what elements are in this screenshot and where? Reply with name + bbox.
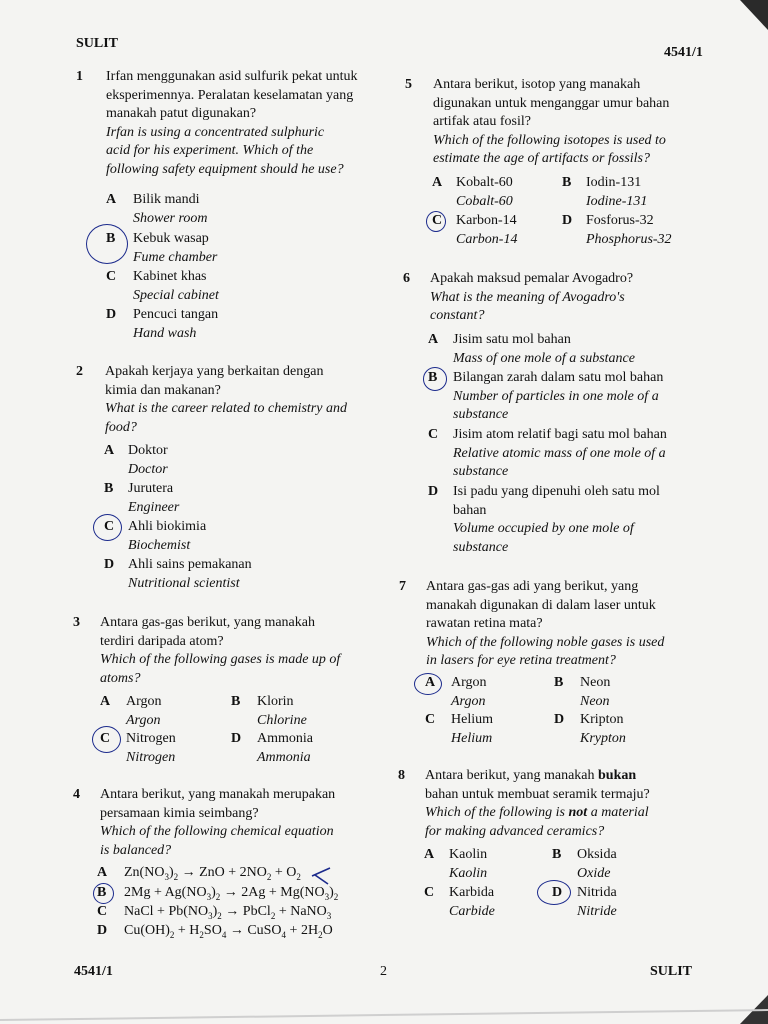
option-text: Neon — [580, 675, 611, 690]
option-letter: B — [104, 481, 114, 496]
option-letter: C — [428, 427, 439, 442]
option-text-en: Carbon-14 — [456, 231, 518, 247]
option-text: Ahli biokimia — [128, 519, 207, 534]
option-text: Kaolin — [449, 847, 488, 862]
page-number: 2 — [380, 964, 387, 979]
option-text-en: Engineer — [128, 499, 180, 515]
option-letter: C — [106, 269, 117, 284]
option-text-en: substance — [453, 407, 509, 423]
question-text-en: constant? — [430, 308, 485, 324]
option-text-en: Kaolin — [449, 865, 488, 881]
question-text-ms: Antara berikut, yang manakah merupakan — [100, 787, 336, 802]
footer-left: 4541/1 — [74, 964, 113, 979]
option-text-en: Ammonia — [257, 749, 311, 765]
question-text-ms: Antara gas-gas adi yang berikut, yang — [426, 579, 639, 594]
question-text-en: for making advanced ceramics? — [425, 823, 605, 839]
question-text-ms: bahan untuk membuat seramik termaju? — [425, 786, 650, 802]
option-letter: A — [106, 192, 117, 207]
option-letter: D — [104, 557, 115, 572]
question-text-ms: Apakah maksud pemalar Avogadro? — [430, 271, 634, 286]
option-text: Nitrogen — [126, 731, 176, 746]
question-text-ms: rawatan retina mata? — [426, 616, 543, 632]
question-text-en: Irfan is using a concentrated sulphuric — [106, 124, 325, 140]
option-text-en: Biochemist — [128, 537, 191, 553]
option-letter: C — [104, 519, 115, 534]
footer-right: SULIT — [650, 964, 693, 979]
question-text-en: Which of the following is — [425, 805, 569, 821]
answer-circle — [92, 726, 121, 753]
question-text-ms: Antara berikut, yang manakah — [425, 768, 598, 783]
option-letter: C — [425, 712, 436, 727]
option-letter: A — [104, 443, 115, 458]
question-text-ms: Irfan menggunakan asid sulfurik pekat untuk — [106, 69, 358, 84]
question-text-ms: eksperimennya. Peralatan keselamatan yang — [106, 87, 354, 103]
option-text-en: substance — [453, 464, 509, 480]
option-letter: D — [428, 484, 439, 499]
option-text: Argon — [126, 694, 162, 709]
question-emphasis: bukan — [598, 768, 637, 783]
option-equation: $Cu(OH)_2 + H_2SO_4$ → CuSO$_4$ + $2H_2O$ — [124, 923, 333, 940]
answer-circle — [93, 883, 114, 904]
option-text-en: Krypton — [580, 730, 626, 746]
question-text-en: What is the career related to chemistry and — [105, 401, 347, 417]
cross-mark — [310, 866, 332, 886]
option-text-en: Volume occupied by one mole of — [453, 521, 634, 537]
option-text-en: Cobalt-60 — [456, 193, 513, 209]
header-left: SULIT — [76, 36, 119, 51]
question-emphasis: not — [568, 805, 588, 821]
question-number: 8 — [398, 768, 405, 783]
answer-circle — [423, 367, 447, 391]
option-text: Kripton — [580, 712, 624, 727]
option-letter: D — [562, 213, 573, 228]
option-letter: B — [97, 885, 107, 900]
option-text: Isi padu yang dipenuhi oleh satu mol — [453, 484, 660, 499]
answer-circle — [93, 514, 122, 541]
question-text-ms: persamaan kimia seimbang? — [100, 805, 259, 821]
option-text-en: Phosphorus-32 — [586, 231, 672, 247]
option-text: Kobalt-60 — [456, 175, 513, 190]
question-number: 6 — [403, 271, 410, 286]
option-text: Bilangan zarah dalam satu mol bahan — [453, 370, 664, 385]
option-text-en: Carbide — [449, 903, 495, 919]
option-text: Karbon-14 — [456, 213, 517, 228]
option-text-en: Argon — [451, 693, 486, 709]
option-letter: D — [231, 731, 242, 746]
option-letter: B — [106, 231, 116, 246]
option-equation: NaCl + $Pb(NO_3)_2$ → PbCl$_2$ + NaNO$_3$ — [124, 904, 332, 921]
option-text: Argon — [451, 675, 487, 690]
answer-circle — [414, 673, 442, 695]
option-text: Klorin — [257, 694, 294, 709]
option-text-en: Doctor — [128, 461, 168, 477]
option-text: Pencuci tangan — [133, 307, 219, 322]
question-text-ms: manakah digunakan di dalam laser untuk — [426, 597, 656, 613]
option-text-en: Chlorine — [257, 712, 307, 728]
option-text: Jisim atom relatif bagi satu mol bahan — [453, 427, 667, 442]
question-text-en: What is the meaning of Avogadro's — [430, 289, 625, 305]
option-letter: B — [552, 847, 562, 862]
option-text: Nitrida — [577, 885, 617, 900]
option-letter: A — [428, 332, 439, 347]
question-text-en: Which of the following gases is made up of — [100, 652, 341, 668]
question-text-ms: Antara berikut, isotop yang manakah — [433, 77, 641, 92]
option-text-en: Number of particles in one mole of a — [453, 388, 659, 404]
option-text-en: Nitrogen — [126, 749, 176, 765]
option-letter: C — [432, 213, 443, 228]
question-text-ms: Apakah kerjaya yang berkaitan dengan — [105, 364, 324, 379]
option-equation: $Zn(NO_3)_2$ → ZnO + $2NO_2 + O_2$ — [124, 865, 301, 882]
option-letter: D — [554, 712, 565, 727]
question-text-en: in lasers for eye retina treatment? — [426, 653, 616, 669]
option-text-en: Helium — [451, 730, 493, 746]
question-text-ms: manakah patut digunakan? — [106, 106, 257, 122]
option-text-en: Hand wash — [133, 325, 197, 341]
answer-circle — [86, 224, 128, 264]
option-equation: $2Mg + Ag(NO_3)_2 \to 2Ag + Mg(NO_3)_2$ — [124, 885, 339, 902]
question-text-ms: digunakan untuk menganggar umur bahan — [433, 95, 670, 111]
option-letter: C — [424, 885, 435, 900]
option-letter: A — [425, 675, 436, 690]
option-text: Doktor — [128, 443, 168, 458]
option-text-en: Shower room — [133, 210, 208, 226]
question-text-en: Which of the following noble gases is used — [426, 634, 665, 650]
option-letter: A — [100, 694, 111, 709]
question-number: 1 — [76, 69, 83, 84]
option-text-en: Iodine-131 — [586, 193, 648, 209]
option-letter: B — [562, 175, 572, 190]
question-number: 7 — [399, 579, 406, 594]
question-text-ms: Antara gas-gas berikut, yang manakah — [100, 615, 315, 630]
question-text-en: a material — [587, 805, 649, 821]
option-text-en: Special cabinet — [133, 287, 219, 303]
option-text-en: substance — [453, 539, 509, 555]
option-text: Iodin-131 — [586, 175, 642, 190]
option-text: Ahli sains pemakanan — [128, 557, 252, 572]
option-text-en: Neon — [580, 693, 610, 709]
option-text: Karbida — [449, 885, 495, 900]
option-text-en: Argon — [126, 712, 161, 728]
question-text-ms: terdiri daripada atom? — [100, 633, 224, 649]
question-text-en: atoms? — [100, 670, 141, 686]
question-number: 5 — [405, 77, 412, 92]
option-text: Kebuk wasap — [133, 231, 209, 246]
question-text-en: Which of the following isotopes is used to — [433, 132, 666, 148]
question-number: 3 — [73, 615, 80, 630]
option-text: Fosforus-32 — [586, 213, 654, 228]
option-text-en: Mass of one mole of a substance — [453, 350, 635, 366]
option-letter: A — [432, 175, 443, 190]
option-letter: C — [100, 731, 111, 746]
option-text: Kabinet khas — [133, 269, 207, 284]
question-text-en: following safety equipment should he use? — [106, 161, 344, 177]
option-text: Ammonia — [257, 731, 313, 746]
option-text: Jisim satu mol bahan — [453, 332, 571, 347]
option-letter: C — [97, 904, 108, 919]
option-letter: A — [424, 847, 435, 862]
question-text-ms: kimia dan makanan? — [105, 382, 221, 398]
option-text: bahan — [453, 502, 487, 518]
option-text: Oksida — [577, 847, 617, 862]
option-text: Helium — [451, 712, 493, 727]
option-letter: B — [231, 694, 241, 709]
option-text: Jurutera — [128, 481, 174, 496]
question-text-en: is balanced? — [100, 842, 172, 858]
option-text-en: Nutritional scientist — [128, 575, 240, 591]
option-letter: B — [554, 675, 564, 690]
answer-circle — [426, 211, 446, 232]
option-letter: D — [97, 923, 108, 938]
option-text-en: Fume chamber — [133, 249, 218, 265]
option-letter: A — [97, 865, 108, 880]
question-number: 2 — [76, 364, 83, 379]
question-text-ms: artifak atau fosil? — [433, 114, 531, 130]
option-letter: D — [106, 307, 117, 322]
question-text-en: estimate the age of artifacts or fossils? — [433, 151, 650, 167]
option-text-en: Oxide — [577, 865, 611, 881]
question-text-en: food? — [105, 419, 137, 435]
option-text-en: Nitride — [577, 903, 617, 919]
question-number: 4 — [73, 787, 80, 802]
answer-circle — [537, 880, 571, 905]
option-letter: B — [428, 370, 438, 385]
question-text-en: acid for his experiment. Which of the — [106, 143, 314, 159]
question-text-en: Which of the following chemical equation — [100, 824, 334, 840]
option-text: Bilik mandi — [133, 192, 200, 207]
option-text-en: Relative atomic mass of one mole of a — [453, 445, 666, 461]
option-letter: D — [552, 885, 563, 900]
header-right: 4541/1 — [664, 45, 703, 60]
